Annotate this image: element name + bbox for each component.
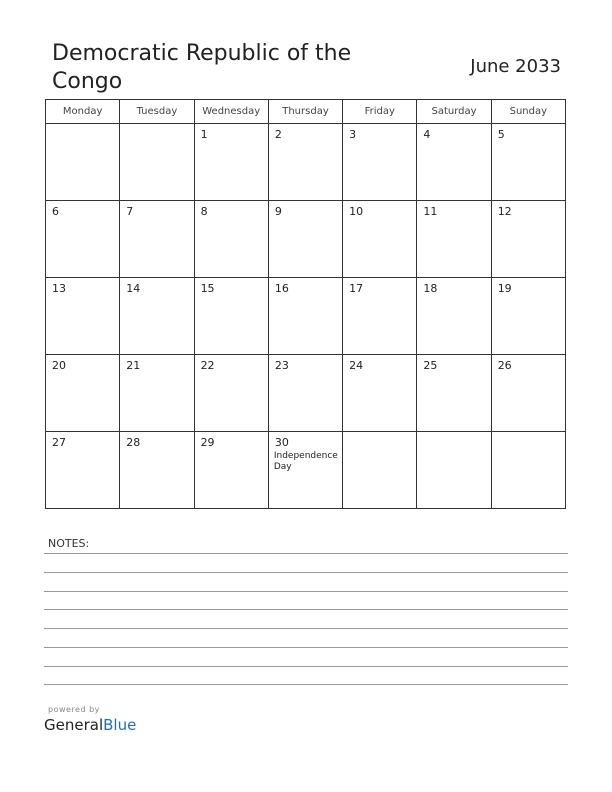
calendar-day-cell — [491, 278, 565, 355]
day-number: 20 — [52, 359, 66, 372]
calendar-day-cell — [491, 432, 565, 509]
calendar-country-title: Democratic Republic of the Congo — [52, 41, 352, 94]
calendar-day-cell — [343, 201, 417, 278]
day-number: 15 — [200, 282, 215, 295]
day-number: 24 — [349, 359, 364, 372]
calendar-day-cell — [343, 432, 417, 509]
day-number: 8 — [200, 205, 208, 218]
calendar-day-cell — [120, 124, 194, 201]
calendar-week-row — [46, 355, 566, 432]
calendar-day-cell — [491, 201, 565, 278]
calendar-month-title: June 2033 — [470, 56, 561, 77]
day-number: 4 — [423, 128, 431, 141]
weekday-header: Monday — [46, 100, 120, 124]
calendar-week-row — [46, 278, 566, 355]
calendar-day-cell — [120, 432, 194, 509]
calendar-day-cell — [268, 278, 342, 355]
calendar-day-cell — [120, 278, 194, 355]
day-number: 6 — [52, 205, 59, 218]
day-number: 26 — [497, 359, 512, 372]
day-number: 7 — [126, 205, 134, 218]
calendar-day-cell — [120, 355, 194, 432]
calendar-day-cell — [268, 201, 342, 278]
notes-line — [44, 591, 568, 592]
calendar-day-cell — [417, 355, 491, 432]
brand-name-general: General — [44, 716, 104, 734]
calendar-week-row — [46, 432, 566, 509]
day-number: 25 — [423, 359, 438, 372]
day-number: 22 — [200, 359, 215, 372]
calendar-day-cell — [268, 355, 342, 432]
calendar-day-cell — [268, 432, 342, 509]
notes-line — [44, 647, 568, 648]
calendar-day-cell — [194, 432, 268, 509]
calendar-day-cell — [343, 124, 417, 201]
day-number: 27 — [52, 436, 66, 449]
day-number: 16 — [274, 282, 289, 295]
calendar-day-cell — [194, 201, 268, 278]
calendar-week-row — [46, 124, 566, 201]
calendar-day-cell — [417, 201, 491, 278]
calendar-day-cell — [268, 124, 342, 201]
day-number: 28 — [126, 436, 141, 449]
calendar-week-row — [46, 201, 566, 278]
calendar-day-cell — [194, 355, 268, 432]
calendar-day-cell — [194, 278, 268, 355]
day-number: 30 — [274, 436, 289, 449]
day-number: 23 — [274, 359, 289, 372]
day-number: 5 — [497, 128, 505, 141]
notes-line — [44, 628, 568, 629]
day-number: 21 — [126, 359, 141, 372]
notes-line — [44, 553, 568, 554]
day-number: 9 — [274, 205, 282, 218]
weekday-header: Thursday — [268, 100, 342, 124]
weekday-header-row — [46, 100, 566, 124]
calendar-day-cell — [417, 278, 491, 355]
calendar-day-cell — [343, 278, 417, 355]
notes-label: NOTES: — [48, 537, 90, 550]
day-number: 10 — [349, 205, 364, 218]
calendar-day-cell — [491, 124, 565, 201]
calendar-day-cell — [46, 201, 120, 278]
day-number: 2 — [274, 128, 282, 141]
calendar-day-cell — [46, 124, 120, 201]
calendar-day-cell — [491, 355, 565, 432]
calendar-day-cell — [194, 124, 268, 201]
calendar-day-cell — [417, 432, 491, 509]
day-number: 11 — [423, 205, 438, 218]
day-number: 1 — [200, 128, 208, 141]
notes-line — [44, 609, 568, 610]
calendar-day-cell — [120, 201, 194, 278]
notes-line — [44, 666, 568, 667]
day-number: 29 — [200, 436, 215, 449]
calendar-day-cell — [46, 432, 120, 509]
notes-line — [44, 684, 568, 685]
weekday-header: Sunday — [491, 100, 565, 124]
calendar-day-cell — [46, 278, 120, 355]
calendar-day-cell — [46, 355, 120, 432]
weekday-header: Wednesday — [194, 100, 268, 124]
day-number: 19 — [497, 282, 512, 295]
day-number: 12 — [497, 205, 512, 218]
calendar-day-cell — [417, 124, 491, 201]
day-number: 18 — [423, 282, 438, 295]
calendar-day-cell — [343, 355, 417, 432]
weekday-header: Friday — [343, 100, 417, 124]
day-number: 14 — [126, 282, 141, 295]
day-number: 13 — [52, 282, 66, 295]
powered-by-text: powered by — [48, 705, 100, 714]
calendar-grid — [45, 99, 566, 509]
day-number: 17 — [349, 282, 364, 295]
brand-name-blue: Blue — [103, 716, 137, 734]
weekday-header: Saturday — [417, 100, 491, 124]
weekday-header: Tuesday — [120, 100, 194, 124]
holiday-event: Independence Day — [273, 451, 338, 472]
day-number: 3 — [349, 128, 357, 141]
notes-line — [44, 572, 568, 573]
generalblue-logo — [44, 716, 136, 734]
